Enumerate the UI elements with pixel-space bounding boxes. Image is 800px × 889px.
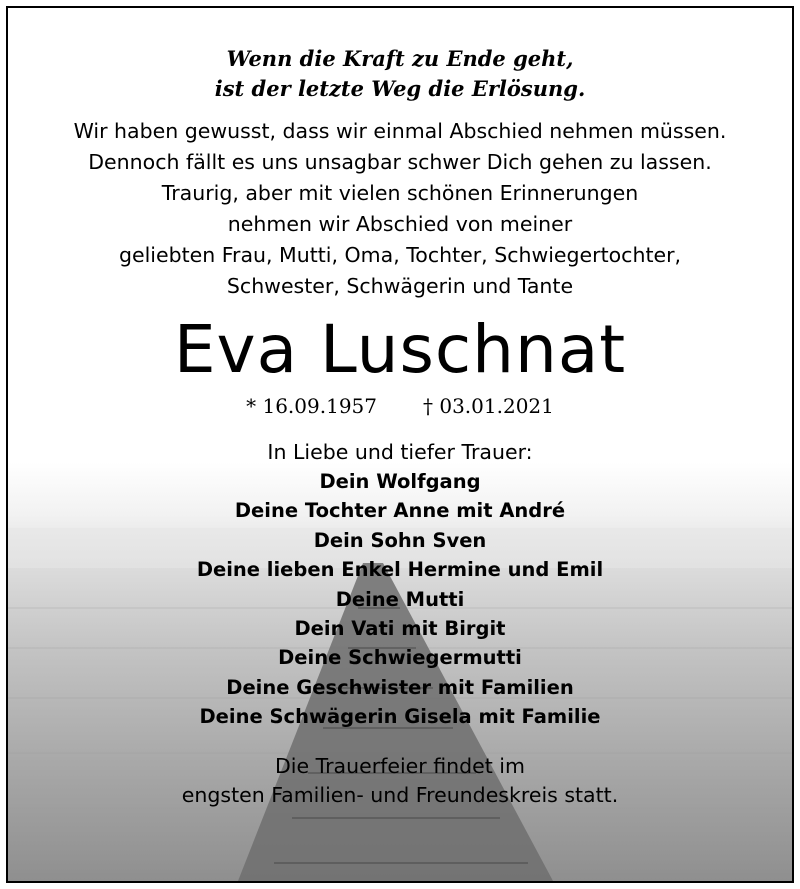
obituary-content (8, 8, 792, 810)
mourner-entry: Dein Sohn Sven (313, 528, 487, 552)
mourner-entry: Deine Schwiegermutti (278, 646, 522, 670)
mourner-entry: Deine Schwägerin Gisela mit Familie (199, 705, 601, 729)
birth-date: * 16.09.1957 (246, 394, 377, 418)
mourners-intro: In Liebe und tiefer Trauer: (267, 440, 533, 464)
intro-line: geliebten Frau, Mutti, Oma, Tochter, Schwiegertochter, (118, 243, 682, 267)
motto-line: Wenn die Kraft zu Ende geht, (226, 46, 574, 71)
motto-quote (8, 44, 792, 104)
mourner-entry: Deine lieben Enkel Hermine und Emil (196, 558, 604, 582)
funeral-note-line: engsten Familien- und Freundeskreis statt. (181, 782, 619, 807)
deceased-name: Eva Luschnat (173, 311, 627, 388)
mourner-entry: Dein Vati mit Birgit (294, 617, 506, 641)
funeral-note-line: Die Trauerfeier findet im (275, 753, 525, 778)
life-dates (8, 392, 792, 420)
intro-text (8, 116, 792, 302)
intro-line: Wir haben gewusst, dass wir einmal Abschied nehmen müssen. (73, 119, 727, 143)
mourner-entry: Deine Geschwister mit Familien (226, 675, 574, 699)
mourner-entry: Dein Wolfgang (319, 470, 481, 493)
mourners-list (8, 467, 792, 732)
intro-line: nehmen wir Abschied von meiner (227, 212, 573, 236)
motto-line: ist der letzte Weg die Erlösung. (214, 76, 586, 101)
intro-line: Schwester, Schwägerin und Tante (226, 274, 574, 298)
intro-line: Dennoch fällt es uns unsagbar schwer Dich gehen zu lassen. (88, 150, 712, 174)
obituary-card (6, 6, 794, 883)
mourner-entry: Deine Tochter Anne mit André (234, 499, 566, 523)
intro-line: Traurig, aber mit vielen schönen Erinnerungen (161, 181, 639, 205)
funeral-note (8, 752, 792, 810)
mourner-entry: Deine Mutti (335, 587, 465, 611)
death-date: † 03.01.2021 (423, 394, 554, 418)
